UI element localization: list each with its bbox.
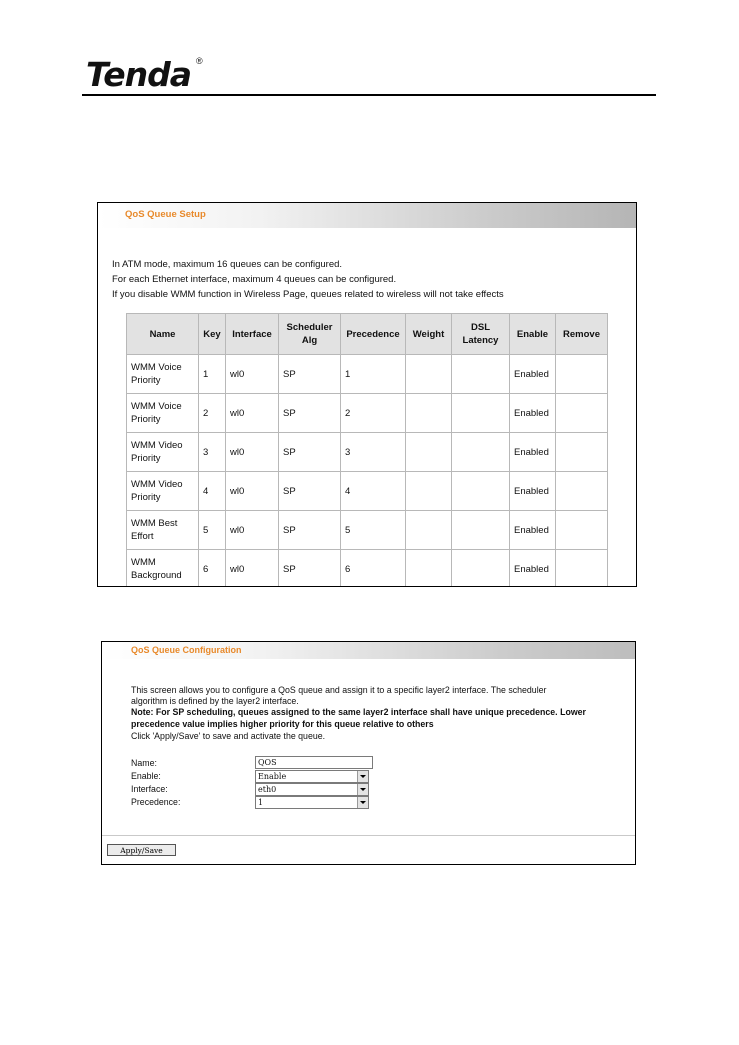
col-header-interface: Interface [226, 314, 279, 355]
config-desc-line-1: This screen allows you to configure a QoS queue and assign it to a specific layer2 interface. The scheduler [131, 685, 547, 695]
cell-remove [556, 511, 608, 550]
config-desc-line-2: algorithm is defined by the layer2 interface. [131, 696, 299, 706]
config-note-line-2: precedence value implies higher priority for this queue relative to others [131, 719, 434, 729]
precedence-select-value: 1 [258, 798, 264, 807]
cell-enable: Enabled [510, 433, 556, 472]
cell-interface: wl0 [226, 355, 279, 394]
cell-interface: wl0 [226, 472, 279, 511]
table-row [127, 550, 608, 588]
table-row [127, 355, 608, 394]
setup-title: QoS Queue Setup [125, 209, 206, 220]
cell-weight [406, 355, 452, 394]
cell-name: WMM Voice Priority [127, 394, 199, 433]
setup-note-ethernet: For each Ethernet interface, maximum 4 queues can be configured. [112, 274, 397, 285]
qos-queue-setup-panel [97, 202, 637, 587]
cell-remove [556, 394, 608, 433]
cell-key: 1 [199, 355, 226, 394]
precedence-select[interactable] [255, 796, 369, 809]
cell-scheduler: SP [279, 511, 341, 550]
header-divider [82, 94, 656, 96]
config-title-bar [102, 642, 635, 659]
cell-name: WMM Background [127, 550, 199, 588]
interface-select[interactable] [255, 783, 369, 796]
cell-interface: wl0 [226, 394, 279, 433]
name-label: Name: [131, 758, 157, 768]
enable-select-value: Enable [258, 772, 287, 781]
tenda-logo [86, 55, 203, 94]
cell-precedence: 5 [341, 511, 406, 550]
col-header-scheduler-alg: Scheduler Alg [279, 314, 341, 355]
cell-dsl-latency [452, 472, 510, 511]
cell-interface: wl0 [226, 511, 279, 550]
table-header-row [127, 314, 608, 355]
cell-precedence: 4 [341, 472, 406, 511]
name-input[interactable]: QOS [255, 756, 373, 769]
cell-enable: Enabled [510, 511, 556, 550]
cell-interface: wl0 [226, 550, 279, 588]
col-header-dsl-latency: DSL Latency [452, 314, 510, 355]
cell-weight [406, 511, 452, 550]
table-row [127, 472, 608, 511]
cell-weight [406, 550, 452, 588]
config-divider [102, 835, 635, 836]
table-row [127, 433, 608, 472]
cell-dsl-latency [452, 394, 510, 433]
cell-remove [556, 472, 608, 511]
cell-interface: wl0 [226, 433, 279, 472]
precedence-label: Precedence: [131, 797, 181, 807]
chevron-down-icon[interactable] [357, 797, 368, 808]
config-title: QoS Queue Configuration [131, 645, 242, 655]
logo-registered-mark: ® [196, 56, 203, 66]
config-click-hint: Click 'Apply/Save' to save and activate the queue. [131, 731, 326, 741]
cell-weight [406, 433, 452, 472]
cell-name: WMM Voice Priority [127, 355, 199, 394]
chevron-down-icon[interactable] [357, 784, 368, 795]
apply-save-button[interactable]: Apply/Save [107, 844, 176, 856]
qos-queue-configuration-panel [101, 641, 636, 865]
cell-name: WMM Video Priority [127, 472, 199, 511]
cell-dsl-latency [452, 511, 510, 550]
table-row [127, 394, 608, 433]
table-row [127, 511, 608, 550]
cell-key: 4 [199, 472, 226, 511]
setup-title-bar [98, 203, 636, 228]
col-header-enable: Enable [510, 314, 556, 355]
cell-name: WMM Video Priority [127, 433, 199, 472]
cell-precedence: 2 [341, 394, 406, 433]
col-header-name: Name [127, 314, 199, 355]
cell-weight [406, 472, 452, 511]
cell-scheduler: SP [279, 355, 341, 394]
cell-dsl-latency [452, 433, 510, 472]
cell-scheduler: SP [279, 433, 341, 472]
cell-enable: Enabled [510, 550, 556, 588]
cell-precedence: 3 [341, 433, 406, 472]
col-header-weight: Weight [406, 314, 452, 355]
cell-weight [406, 394, 452, 433]
interface-select-value: eth0 [258, 785, 277, 794]
cell-dsl-latency [452, 355, 510, 394]
col-header-precedence: Precedence [341, 314, 406, 355]
setup-note-wmm: If you disable WMM function in Wireless Page, queues related to wireless will not take effects [112, 289, 504, 300]
interface-label: Interface: [131, 784, 168, 794]
cell-precedence: 6 [341, 550, 406, 588]
cell-enable: Enabled [510, 394, 556, 433]
col-header-key: Key [199, 314, 226, 355]
cell-key: 6 [199, 550, 226, 588]
cell-scheduler: SP [279, 550, 341, 588]
chevron-down-icon[interactable] [357, 771, 368, 782]
cell-remove [556, 355, 608, 394]
cell-remove [556, 433, 608, 472]
cell-enable: Enabled [510, 355, 556, 394]
enable-label: Enable: [131, 771, 161, 781]
logo-text: Tenda [86, 55, 192, 94]
cell-remove [556, 550, 608, 588]
cell-scheduler: SP [279, 394, 341, 433]
cell-name: WMM Best Effort [127, 511, 199, 550]
config-note-line-1: Note: For SP scheduling, queues assigned to the same layer2 interface shall have unique precedence. Lower [131, 707, 586, 717]
cell-precedence: 1 [341, 355, 406, 394]
setup-note-atm: In ATM mode, maximum 16 queues can be configured. [112, 259, 343, 270]
cell-key: 5 [199, 511, 226, 550]
cell-key: 3 [199, 433, 226, 472]
cell-scheduler: SP [279, 472, 341, 511]
cell-dsl-latency [452, 550, 510, 588]
queue-table [126, 313, 608, 587]
col-header-remove: Remove [556, 314, 608, 355]
enable-select[interactable] [255, 770, 369, 783]
cell-key: 2 [199, 394, 226, 433]
cell-enable: Enabled [510, 472, 556, 511]
